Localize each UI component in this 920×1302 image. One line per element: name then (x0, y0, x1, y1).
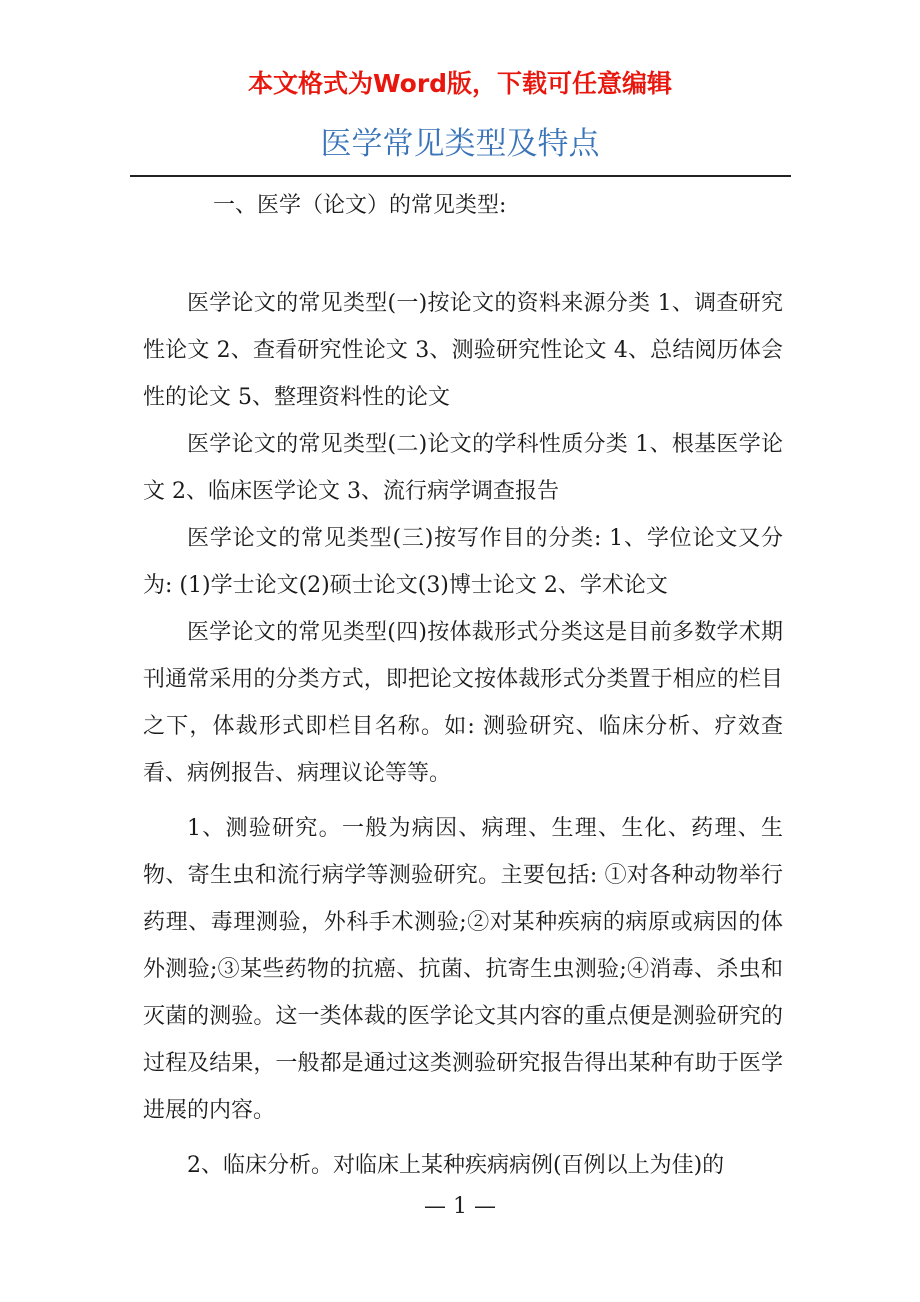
paragraph-discipline-classification: 医学论文的常见类型(二)论文的学科性质分类 1、根基医学论文 2、临床医学论文 3、流行病学调查报告 (143, 432, 783, 504)
format-notice-banner: 本文格式为Word版，下载可任意编辑 (247, 69, 673, 98)
document-title: 医学常见类型及特点 (320, 126, 600, 162)
paragraph-purpose-classification: 医学论文的常见类型(三)按写作目的分类: 1、学位论文又分为: (1)学士论文(2)硕士论文(3)博士论文 2、学术论文 (143, 526, 783, 598)
paragraph-clinical-analysis: 2、临床分析。对临床上某种疾病病例(百例以上为佳)的 (187, 1153, 725, 1178)
paragraph-source-classification: 医学论文的常见类型(一)按论文的资料来源分类 1、调查研究性论文 2、查看研究性论文 3、测验研究性论文 4、总结阅历体会性的论文 5、整理资料性的论文 (143, 291, 783, 410)
document-body (143, 280, 783, 1189)
section-heading: 一、医学（论文）的常见类型: (213, 193, 507, 218)
paragraph-genre-classification: 医学论文的常见类型(四)按体裁形式分类这是目前多数学术期刊通常采用的分类方式，即把论文按体裁形式分类置于相应的栏目之下，体裁形式即栏目名称。如: 测验研究、临床分析、疗效查看、病例报告、病理议论等等。 (143, 620, 783, 786)
title-divider (130, 175, 791, 177)
paragraph-experimental-research: 1、测验研究。一般为病因、病理、生理、生化、药理、生物、寄生虫和流行病学等测验研究。主要包括: ①对各种动物举行药理、毒理测验，外科手术测验;②对某种疾病的病原或病因的体外测验;③某些药物的抗癌、抗菌、抗寄生虫测验;④消毒、杀虫和灭菌的测验。这一类体裁的医学论文其内容的重点便是测验研究的过程及结果，一般都是通过这类测验研究报告得出某种有助于医学进展的内容。 (143, 816, 783, 1123)
page-number: — 1 — (424, 1194, 496, 1219)
